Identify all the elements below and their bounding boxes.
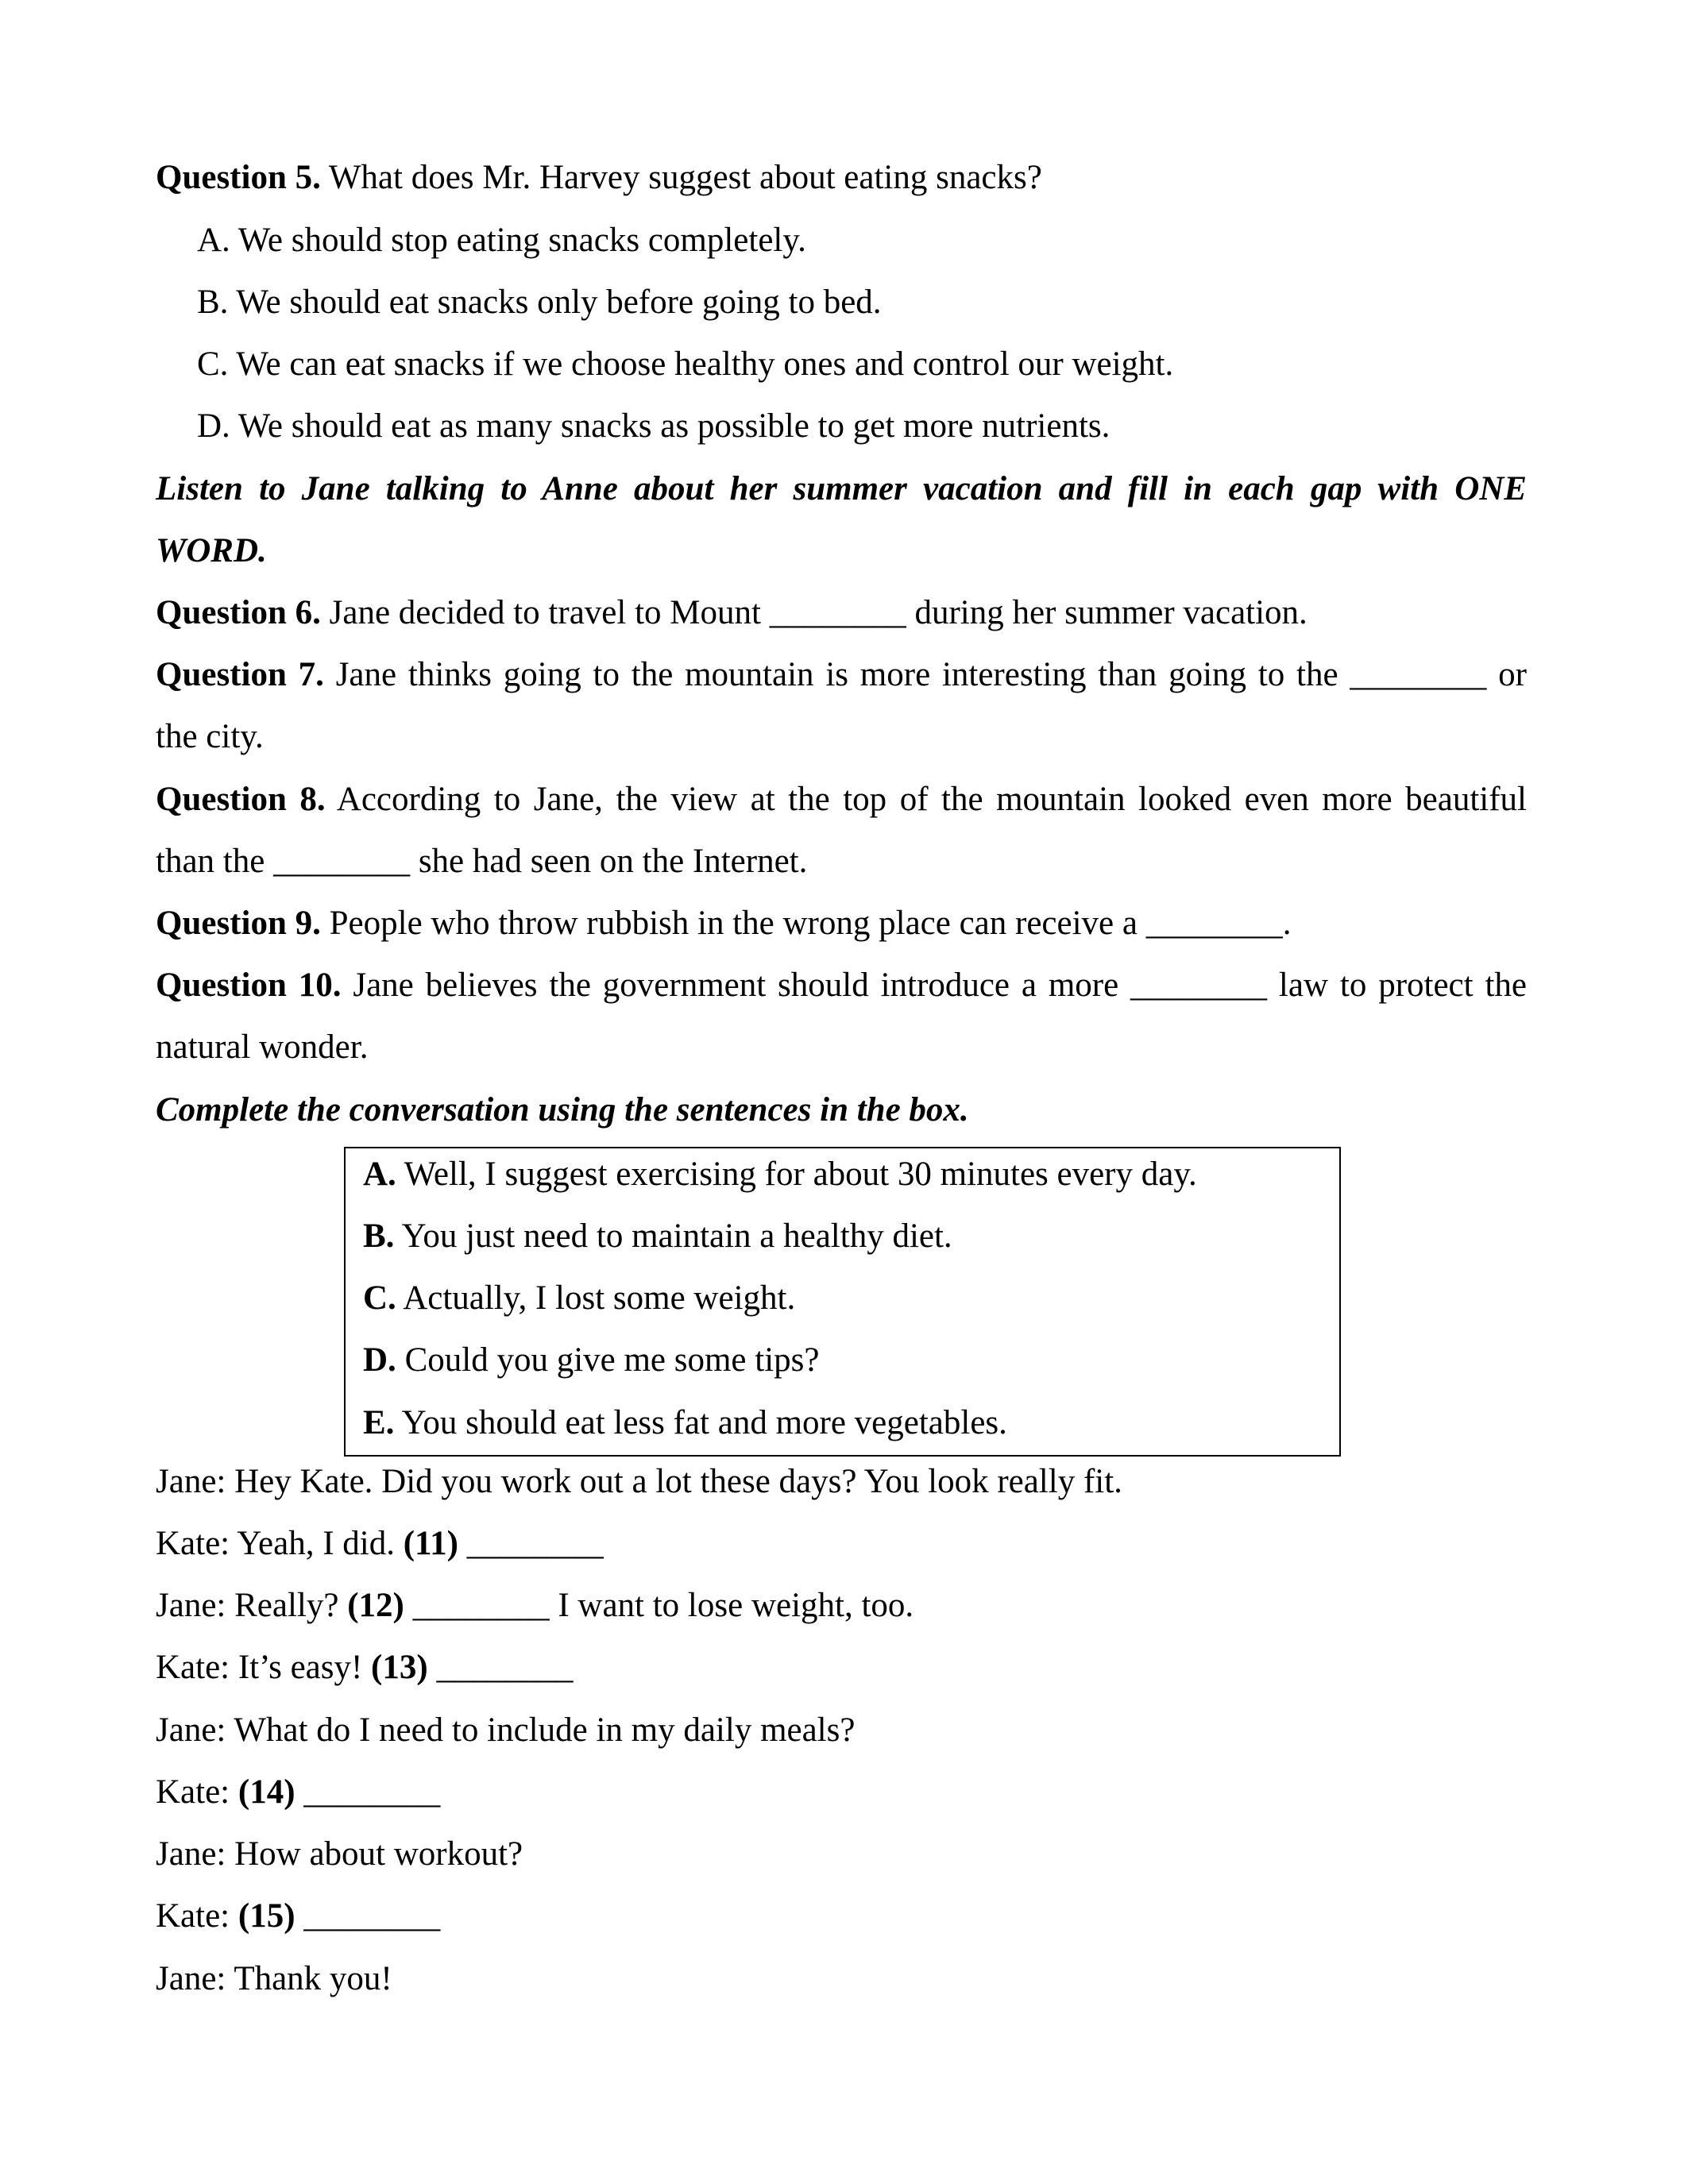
box-item-letter: D. xyxy=(363,1341,396,1379)
dialogue-text: Jane: Hey Kate. Did you work out a lot these days? You look really fit. xyxy=(156,1463,1122,1500)
dialogue-blank: ________ xyxy=(295,1897,441,1935)
box-item-a xyxy=(363,1152,1197,1197)
box-item-c xyxy=(363,1276,795,1321)
box-item-letter: E. xyxy=(363,1404,395,1441)
dialogue-gap-number: (15) xyxy=(238,1897,295,1935)
question-10-label: Question 10. xyxy=(156,967,342,1004)
question-10 xyxy=(156,963,1527,1008)
box-item-letter: C. xyxy=(363,1279,396,1317)
dialogue-text: Kate: It’s easy! xyxy=(156,1649,372,1686)
dialogue-text: Jane: Thank you! xyxy=(156,1960,392,1997)
question-9 xyxy=(156,901,1291,946)
question-9-text: People who throw rubbish in the wrong place can receive a ________. xyxy=(320,905,1292,942)
question-7-text-line-2: the city. xyxy=(156,718,264,755)
dialogue-blank: ________ I want to lose weight, too. xyxy=(404,1587,914,1624)
box-item-letter: B. xyxy=(363,1217,395,1255)
dialogue-text: Kate: Yeah, I did. xyxy=(156,1525,404,1562)
question-5-option-d: D. We should eat as many snacks as possible to get more nutrients. xyxy=(197,407,1111,445)
dialogue-text: Jane: How about workout? xyxy=(156,1835,523,1873)
question-6-label: Question 6. xyxy=(156,594,321,631)
dialogue-blank: ________ xyxy=(295,1773,441,1811)
dialogue-line xyxy=(156,1646,573,1690)
dialogue-line xyxy=(156,1832,523,1877)
dialogue-text: Jane: Really? xyxy=(156,1587,348,1624)
conversation-instruction: Complete the conversation using the sentences in the box. xyxy=(156,1091,969,1129)
dialogue-line xyxy=(156,1522,604,1566)
dialogue-gap-number: (11) xyxy=(403,1525,458,1562)
question-8-text-line-2: than the ________ she had seen on the Internet. xyxy=(156,843,808,880)
dialogue-line xyxy=(156,1584,914,1628)
box-item-b xyxy=(363,1214,952,1259)
dialogue-line xyxy=(156,1894,440,1939)
question-5-option-a: A. We should stop eating snacks completely. xyxy=(197,222,806,259)
question-10-text-line-1: Jane believes the government should introduce a more ________ law to protect the xyxy=(341,967,1527,1004)
box-item-text: You just need to maintain a healthy diet. xyxy=(394,1217,952,1255)
question-5-label: Question 5. xyxy=(156,159,321,196)
sentence-box xyxy=(344,1147,1341,1457)
dialogue-text: Jane: What do I need to include in my daily meals? xyxy=(156,1711,856,1749)
box-item-e xyxy=(363,1401,1007,1445)
dialogue-line xyxy=(156,1460,1122,1504)
question-5-text: What does Mr. Harvey suggest about eating snacks? xyxy=(320,159,1042,196)
question-9-label: Question 9. xyxy=(156,905,321,942)
dialogue-gap-number: (14) xyxy=(238,1773,295,1811)
question-6-text: Jane decided to travel to Mount ________ during her summer vacation. xyxy=(320,594,1308,631)
question-5-option-c: C. We can eat snacks if we choose healthy ones and control our weight. xyxy=(197,345,1174,383)
question-6 xyxy=(156,591,1308,635)
question-7-text-line-1: Jane thinks going to the mountain is more interesting than going to the ________ or xyxy=(323,656,1527,693)
question-7-label: Question 7. xyxy=(156,656,324,693)
dialogue-gap-number: (13) xyxy=(371,1649,428,1686)
dialogue-line xyxy=(156,1957,392,2001)
question-8-label: Question 8. xyxy=(156,781,326,818)
box-item-letter: A. xyxy=(363,1156,396,1193)
dialogue-blank: ________ xyxy=(427,1649,574,1686)
question-8-text-line-1: According to Jane, the view at the top of the mountain looked even more beautiful xyxy=(325,781,1527,818)
dialogue-line xyxy=(156,1770,440,1815)
box-item-text: Could you give me some tips? xyxy=(396,1341,820,1379)
question-10-text-line-2: natural wonder. xyxy=(156,1028,369,1066)
listening-instruction-line-2: WORD. xyxy=(156,532,267,569)
dialogue-blank: ________ xyxy=(458,1525,604,1562)
dialogue-text: Kate: xyxy=(156,1773,238,1811)
question-7 xyxy=(156,653,1527,697)
question-5-option-b: B. We should eat snacks only before going to bed. xyxy=(197,284,882,321)
box-item-text: You should eat less fat and more vegetables. xyxy=(394,1404,1007,1441)
box-item-d xyxy=(363,1338,819,1383)
listening-instruction-line-1: Listen to Jane talking to Anne about her summer vacation and fill in each gap with ONE xyxy=(156,470,1527,507)
box-item-text: Actually, I lost some weight. xyxy=(396,1279,796,1317)
dialogue-line xyxy=(156,1708,855,1753)
dialogue-text: Kate: xyxy=(156,1897,238,1935)
dialogue-gap-number: (12) xyxy=(347,1587,404,1624)
question-5 xyxy=(156,156,1042,200)
box-item-text: Well, I suggest exercising for about 30 minutes every day. xyxy=(396,1156,1197,1193)
question-8 xyxy=(156,778,1527,822)
